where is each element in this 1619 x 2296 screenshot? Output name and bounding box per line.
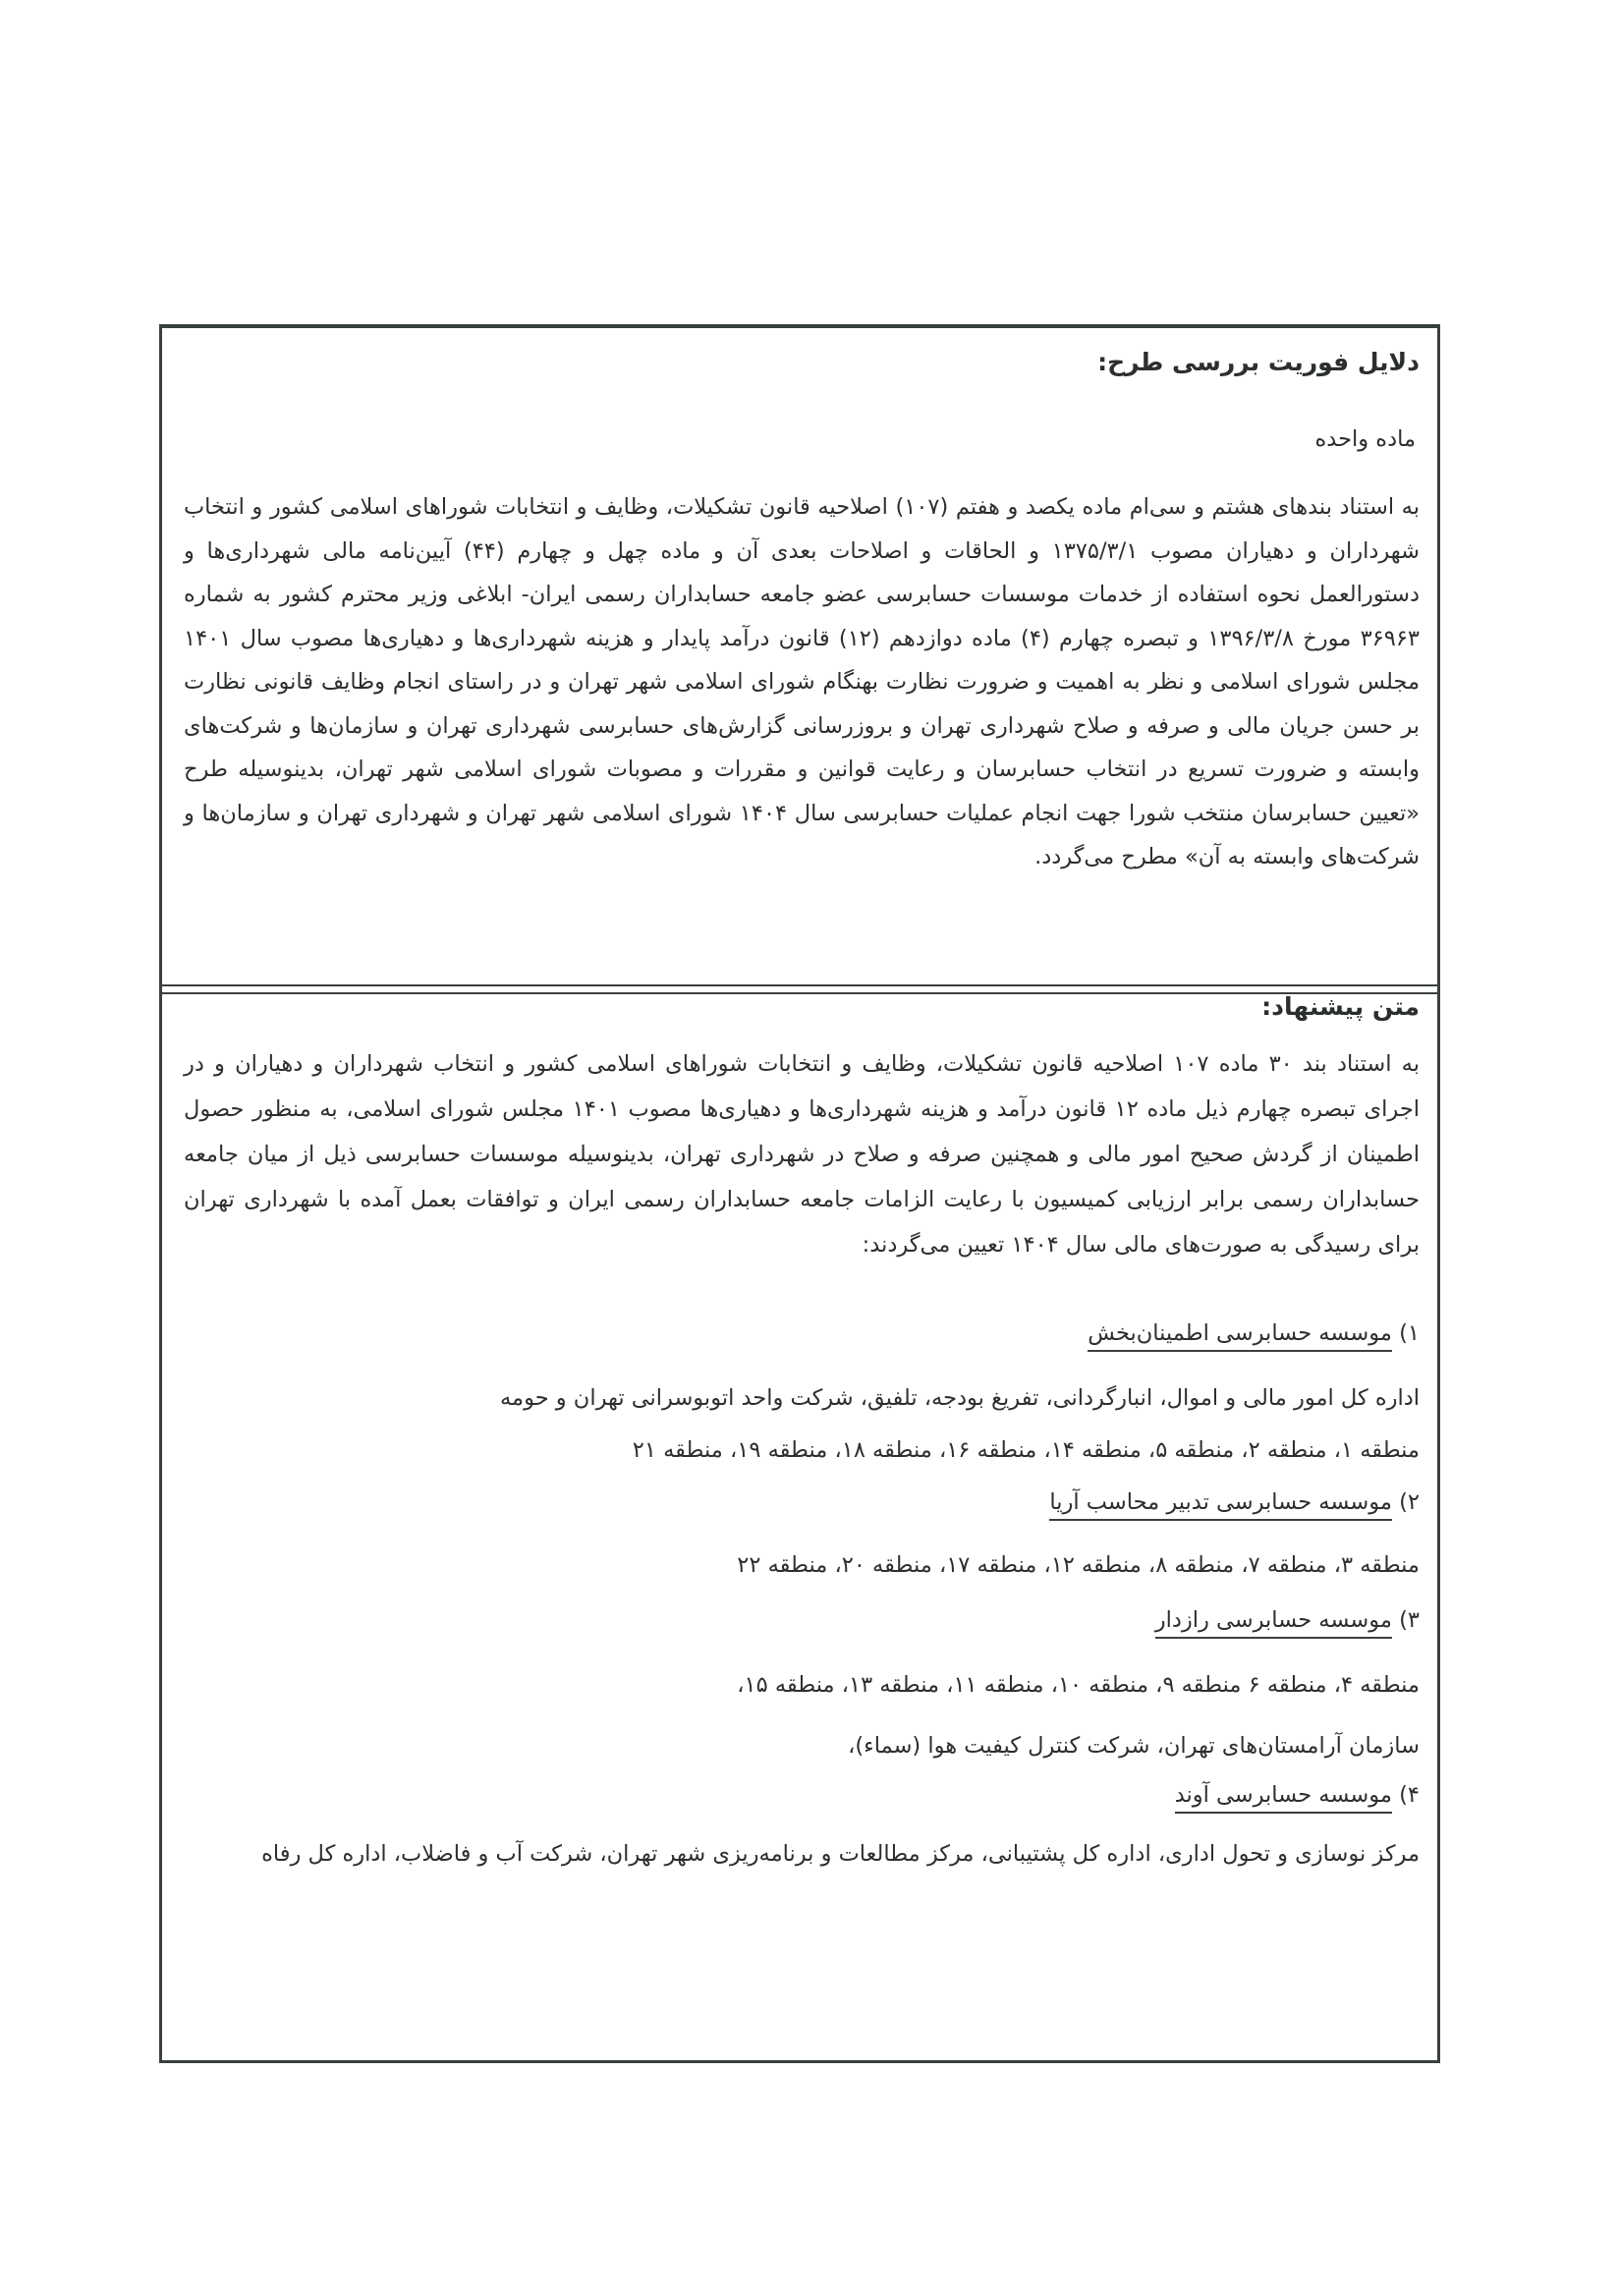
firm-2-line: منطقه ۳، منطقه ۷، منطقه ۸، منطقه ۱۲، منطقه ۱۷، منطقه ۲۰، منطقه ۲۲ (737, 1552, 1420, 1578)
proposal-section (162, 992, 1437, 2060)
firm-name: موسسه حسابرسی تدبیر محاسب آریا (1049, 1489, 1392, 1521)
firm-3-title: ۳) موسسه حسابرسی رازدار (1155, 1607, 1420, 1633)
firm-name: موسسه حسابرسی رازدار (1155, 1607, 1392, 1639)
firm-name: موسسه حسابرسی آوند (1175, 1782, 1392, 1814)
urgency-section (162, 328, 1437, 984)
firm-1-title: ۱) موسسه حسابرسی اطمینان‌بخش (1088, 1320, 1420, 1346)
single-article-label: ماده واحده (1314, 426, 1416, 452)
firm-1-line: اداره کل امور مالی و اموال، انبارگردانی، تفریغ بودجه، تلفیق، شرکت واحد اتوبوسرانی تهران و حومه (499, 1385, 1420, 1411)
urgency-paragraph: به استناد بندهای هشتم و سی‌ام ماده یکصد و هفتم (۱۰۷) اصلاحیه قانون تشکیلات، وظایف و انتخابات شوراهای اسلامی کشور و انتخاب شهرداران و دهیاران مصوب ۱۳۷۵/۳/۱ و الحاقات و اصلاحات بعدی آن و ماده چهل و چهارم (۴۴) آیین‌نامه مالی شهرداری‌ها و دستورالعمل نحوه استفاده از خدمات موسسات حسابرسی عضو جامعه حسابداران رسمی ایران- ابلاغی وزیر محترم کشور به شماره ۳۶۹۶۳ مورخ ۱۳۹۶/۳/۸ و تبصره چهارم (۴) ماده دوازدهم (۱۲) قانون درآمد پایدار و هزینه شهرداری‌ها و دهیاری‌ها مصوب سال ۱۴۰۱ مجلس شورای اسلامی و نظر به اهمیت و ضرورت نظارت بهنگام شورای اسلامی شهر تهران و در راستای انجام وظایف قانونی نظارت بر حسن جریان مالی و صرفه و صلاح شهرداری تهران و بروزرسانی گزارش‌های حسابرسی شهرداری تهران و سازمان‌ها و شرکت‌های وابسته و ضرورت تسریع در انتخاب حسابرسان و رعایت قوانین و مقررات و مصوبات شورای اسلامی شهر تهران، بدینوسیله طرح «تعیین حسابرسان منتخب شورا جهت انجام عملیات حسابرسی سال ۱۴۰۴ شورای اسلامی شهر تهران و شهرداری تهران و سازمان‌ها و شرکت‌های وابسته به آن» مطرح می‌گردد. (184, 494, 1420, 869)
firm-1-line: منطقه ۱، منطقه ۲، منطقه ۵، منطقه ۱۴، منطقه ۱۶، منطقه ۱۸، منطقه ۱۹، منطقه ۲۱ (632, 1437, 1420, 1463)
firm-name: موسسه حسابرسی اطمینان‌بخش (1088, 1320, 1392, 1352)
firm-4-title: ۴) موسسه حسابرسی آوند (1175, 1782, 1420, 1808)
document-frame (159, 324, 1440, 2063)
firm-3-line: سازمان آرامستان‌های تهران، شرکت کنترل کیفیت هوا (سماء)، (848, 1733, 1420, 1759)
urgency-heading: دلایل فوریت بررسی طرح: (1097, 348, 1420, 376)
proposal-paragraph: به استناد بند ۳۰ ماده ۱۰۷ اصلاحیه قانون تشکیلات، وظایف و انتخابات شوراهای اسلامی کشور و انتخاب شهرداران و دهیاران و در اجرای تبصره چهارم ذیل ماده ۱۲ قانون درآمد و هزینه شهرداری‌ها و دهیاری‌ها مصوب ۱۴۰۱ مجلس شورای اسلامی، به منظور حصول اطمینان از گردش صحیح امور مالی و همچنین صرفه و صلاح در شهرداری تهران، بدینوسیله موسسات حسابرسی ذیل از میان جامعه حسابداران رسمی برابر ارزیابی کمیسیون با رعایت الزامات جامعه حسابداران رسمی ایران و توافقات بعمل آمده با شهرداری تهران برای رسیدگی به صورت‌های مالی سال ۱۴۰۴ تعیین می‌گردند: (184, 1051, 1420, 1258)
firm-4-line: مرکز نوسازی و تحول اداری، اداره کل پشتیبانی، مرکز مطالعات و برنامه‌ریزی شهر تهران، شرکت آب و فاضلاب، اداره کل رفاه (261, 1841, 1420, 1867)
firm-2-title: ۲) موسسه حسابرسی تدبیر محاسب آریا (1049, 1489, 1420, 1515)
proposal-heading: متن پیشنهاد: (1261, 992, 1420, 1021)
firm-3-line: منطقه ۴، منطقه ۶ منطقه ۹، منطقه ۱۰، منطقه ۱۱، منطقه ۱۳، منطقه ۱۵، (737, 1672, 1420, 1698)
